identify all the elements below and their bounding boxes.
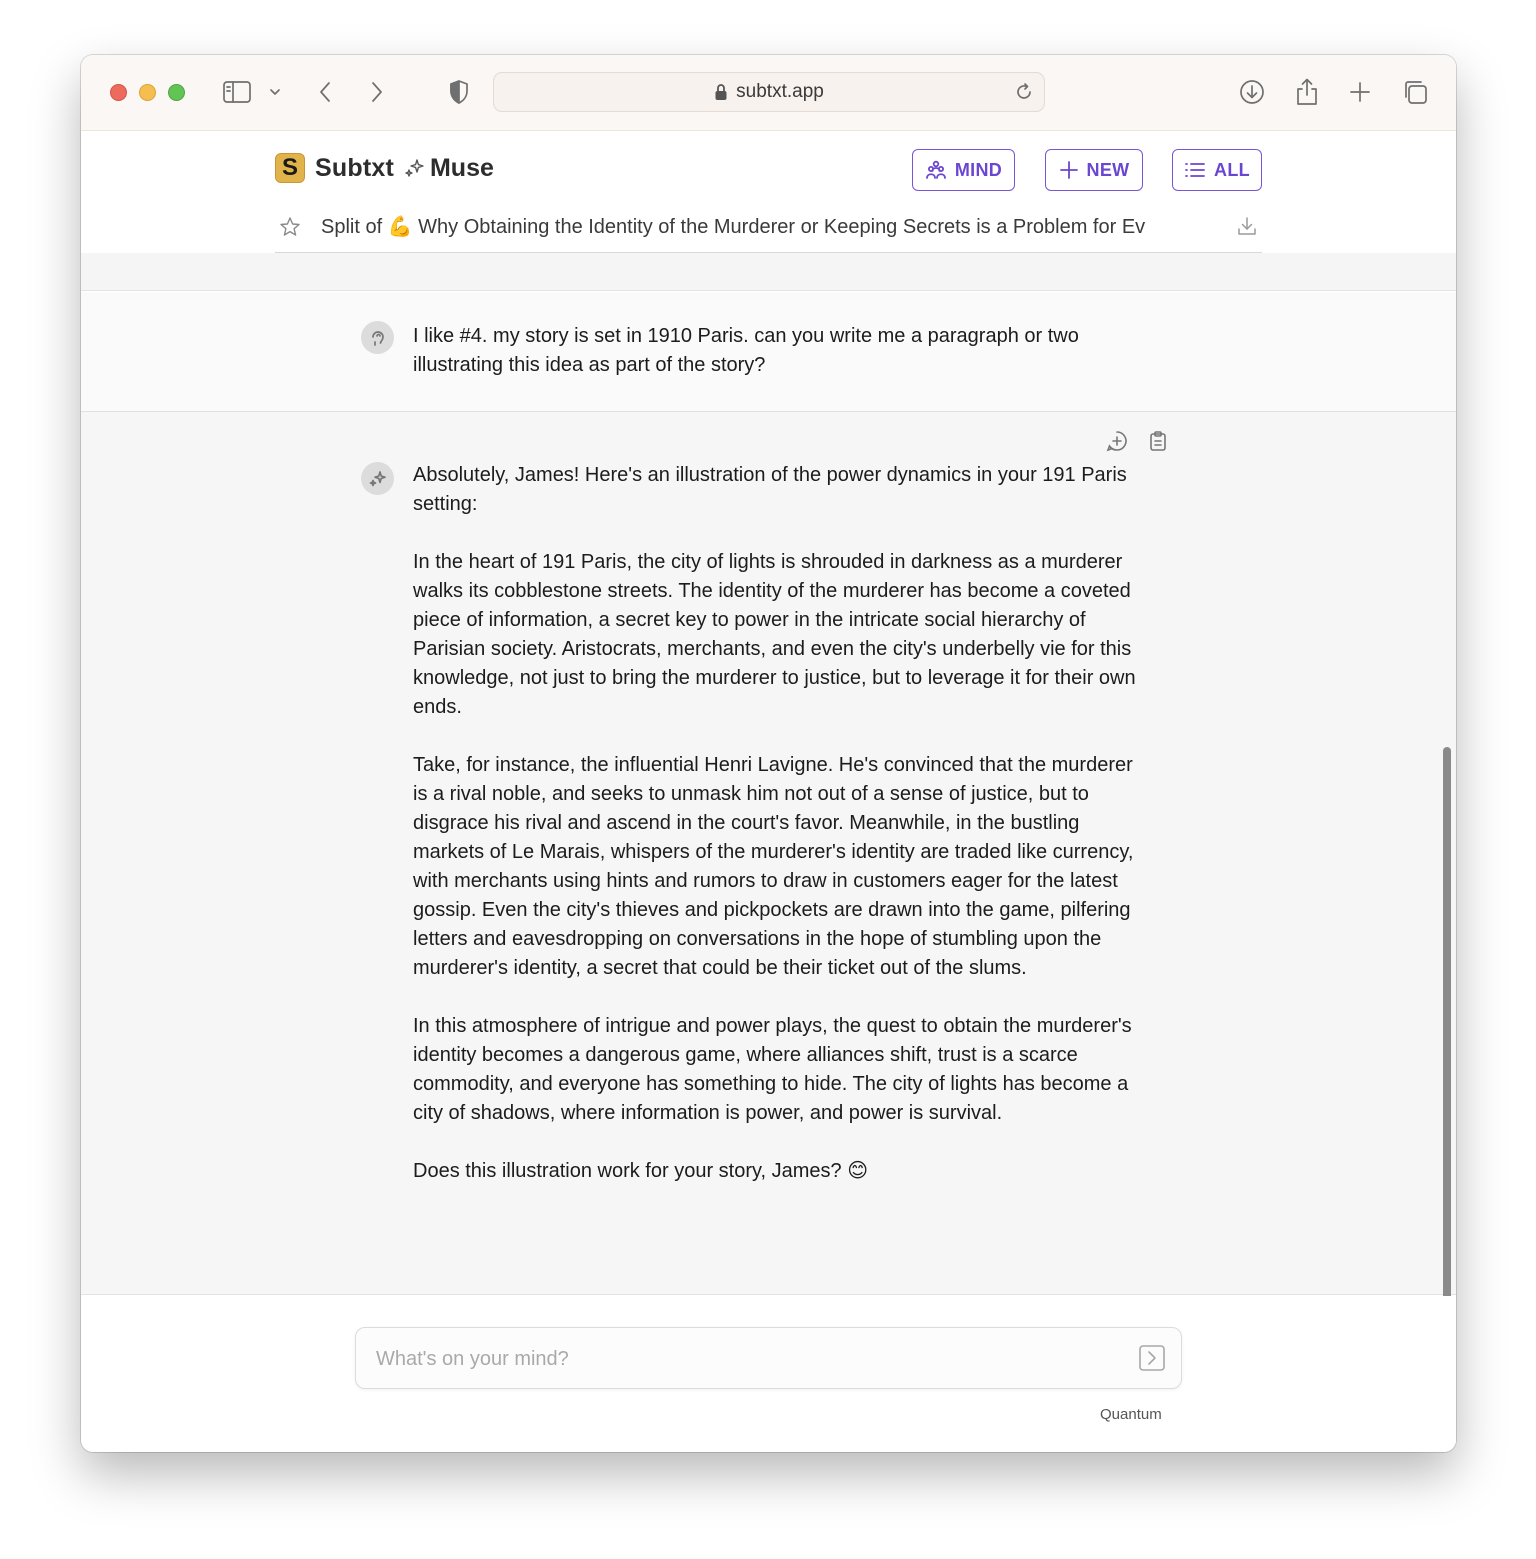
lock-icon — [714, 83, 728, 101]
privacy-shield-icon[interactable] — [446, 77, 472, 107]
share-icon[interactable] — [1293, 77, 1321, 107]
downloads-icon[interactable] — [1237, 77, 1267, 107]
brand-subtitle: Muse — [429, 153, 494, 182]
user-message-text: I like #4. my story is set in 1910 Paris. can you write me a paragraph or two illustrating this idea as part of the story? — [413, 325, 1079, 376]
list-icon — [1184, 161, 1206, 179]
assistant-message-text — [413, 461, 1138, 1186]
assistant-paragraph: In the heart of 191 Paris, the city of lights is shrouded in darkness as a murderer walks its cobblestone streets. The identity of the murderer has become a coveted piece of information, a secret key to power in the intricate social hierarchy of Parisian society. Aristocrats, merchants, and even the city's underbelly vie for this knowledge, not just to bring the murderer to justice, but to leverage it for their own ends. — [413, 551, 1136, 718]
people-icon — [925, 160, 947, 180]
browser-window — [81, 55, 1456, 1452]
brand[interactable] — [275, 153, 494, 183]
browser-toolbar — [81, 55, 1456, 131]
app-header — [81, 131, 1456, 253]
new-tab-plus-icon[interactable] — [1347, 77, 1373, 107]
mind-button[interactable] — [912, 149, 1015, 191]
scrollbar[interactable] — [1443, 747, 1451, 1369]
mind-button-label: MIND — [954, 159, 1003, 180]
conversation-title[interactable]: Split of 💪 Why Obtaining the Identity of the Murderer or Keeping Secrets is a Problem for Ev — [321, 216, 1146, 238]
chevron-down-icon[interactable] — [265, 77, 285, 107]
user-avatar-icon — [361, 321, 394, 354]
download-icon[interactable] — [1236, 215, 1258, 237]
subtxt-logo-icon: S — [275, 153, 305, 183]
minimize-window-button[interactable] — [139, 84, 156, 101]
close-window-button[interactable] — [110, 84, 127, 101]
clipboard-icon[interactable] — [1148, 430, 1168, 452]
assistant-paragraph: Take, for instance, the influential Henri Lavigne. He's convinced that the murderer is a rival noble, and seeks to unmask him not out of a sense of justice, but to disgrace his rival and ascend in the court's favor. Meanwhile, in the bustling markets of Le Marais, whispers of the murderer's identity are traded like currency, with merchants using hints and rumors to draw in customers eager for the latest gossip. Even the city's thieves and pickpockets are drawn into the game, pilfering letters and eavesdropping on conversations in the hope of stumbling upon the murderer's identity, a secret that could be their ticket out of the slums. — [413, 754, 1134, 979]
add-comment-icon[interactable] — [1106, 430, 1128, 452]
url-text: subtxt.app — [736, 81, 824, 102]
send-icon[interactable] — [1138, 1344, 1166, 1372]
forward-arrow-icon[interactable] — [365, 77, 389, 107]
reload-icon[interactable] — [1014, 82, 1034, 102]
address-bar[interactable] — [493, 72, 1045, 112]
tab-overview-icon[interactable] — [1400, 77, 1430, 107]
message-input-box[interactable] — [355, 1327, 1182, 1389]
assistant-paragraph: Does this illustration work for your story, James? 😊 — [413, 1160, 869, 1182]
plus-icon — [1059, 160, 1079, 180]
message-actions — [1106, 430, 1168, 452]
message-input[interactable] — [376, 1342, 1116, 1376]
star-icon[interactable] — [279, 216, 301, 238]
sparkle-icon — [404, 157, 426, 179]
all-button[interactable] — [1172, 149, 1262, 191]
new-button[interactable] — [1045, 149, 1143, 191]
assistant-sparkle-icon — [361, 462, 394, 495]
brand-name: Subtxt — [315, 153, 394, 182]
zoom-window-button[interactable] — [168, 84, 185, 101]
back-arrow-icon[interactable] — [313, 77, 337, 107]
conversation-title-row — [275, 201, 1262, 253]
chat-top-spacer — [81, 253, 1456, 291]
all-button-label: ALL — [1214, 159, 1250, 180]
sidebar-toggle-icon[interactable] — [221, 77, 253, 107]
assistant-paragraph: Absolutely, James! Here's an illustration of the power dynamics in your 191 Paris setting: — [413, 464, 1127, 515]
user-message — [81, 292, 1456, 412]
assistant-message — [81, 412, 1456, 1295]
composer — [81, 1296, 1456, 1452]
assistant-paragraph: In this atmosphere of intrigue and power plays, the quest to obtain the murderer's identity becomes a dangerous game, where alliances shift, trust is a scarce commodity, and everyone has something to hide. The city of lights has become a city of shadows, where information is power, and power is survival. — [413, 1015, 1132, 1124]
new-button-label: NEW — [1086, 159, 1130, 180]
model-label: Quantum — [1100, 1406, 1162, 1423]
